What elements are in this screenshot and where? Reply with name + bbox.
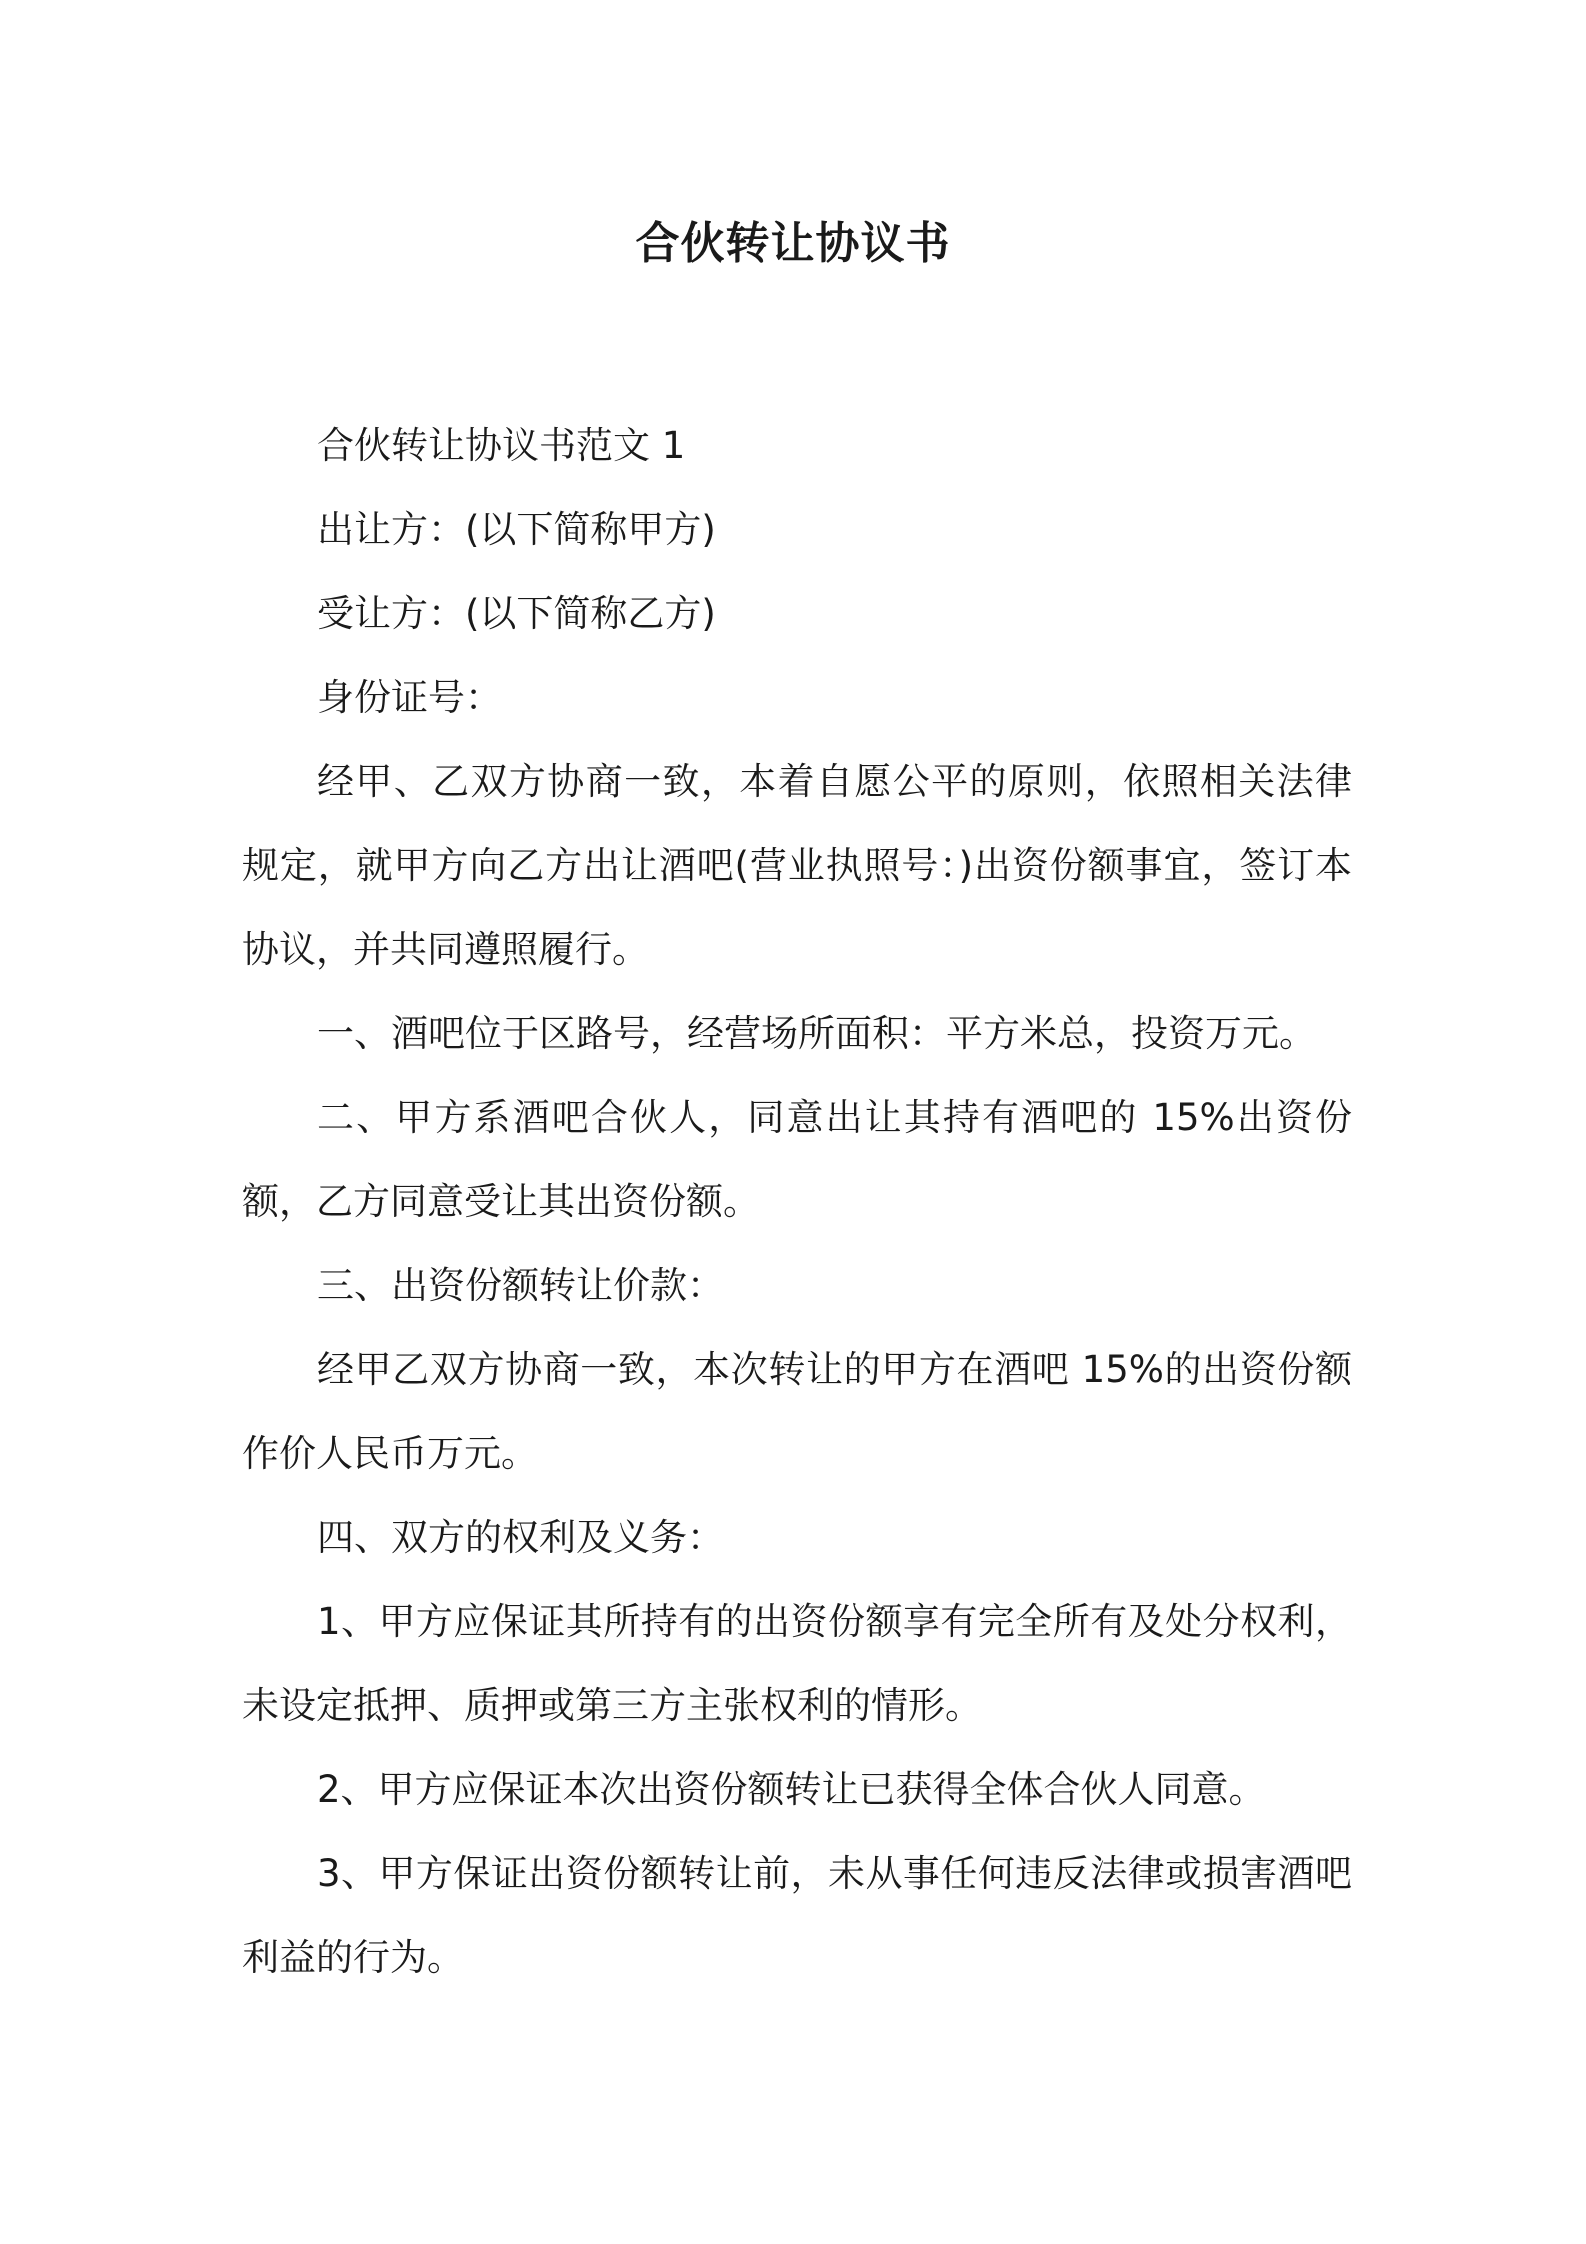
document-body [242,404,1352,2000]
paragraph-transferee: 受让方：(以下简称乙方) [317,592,716,635]
paragraph-transferor: 出让方：(以下简称甲方) [317,508,716,551]
paragraph-price: 经甲乙双方协商一致，本次转让的甲方在酒吧 15%的出资份额作价人民币万元。 [242,1348,1352,1475]
paragraph-item-2: 2、甲方应保证本次出资份额转让已获得全体合伙人同意。 [317,1768,1266,1811]
paragraph-clause-3: 三、出资份额转让价款： [317,1264,724,1307]
paragraph-preamble: 经甲、乙双方协商一致，本着自愿公平的原则，依照相关法律规定，就甲方向乙方出让酒吧(营业执照号：)出资份额事宜，签订本协议，并共同遵照履行。 [242,760,1352,971]
paragraph-item-1: 1、甲方应保证其所持有的出资份额享有完全所有及处分权利，未设定抵押、质押或第三方主张权利的情形。 [242,1600,1352,1727]
paragraph-id-number: 身份证号： [317,676,502,719]
paragraph-clause-2: 二、甲方系酒吧合伙人，同意出让其持有酒吧的 15%出资份额，乙方同意受让其出资份额。 [242,1096,1352,1223]
paragraph-clause-1: 一、酒吧位于区路号，经营场所面积：平方米总，投资万元。 [317,1012,1316,1055]
paragraph-clause-4: 四、双方的权利及义务： [317,1516,724,1559]
paragraph-heading: 合伙转让协议书范文 1 [317,424,686,467]
document-title: 合伙转让协议书 [635,218,951,269]
paragraph-item-3: 3、甲方保证出资份额转让前，未从事任何违反法律或损害酒吧利益的行为。 [242,1852,1352,1979]
